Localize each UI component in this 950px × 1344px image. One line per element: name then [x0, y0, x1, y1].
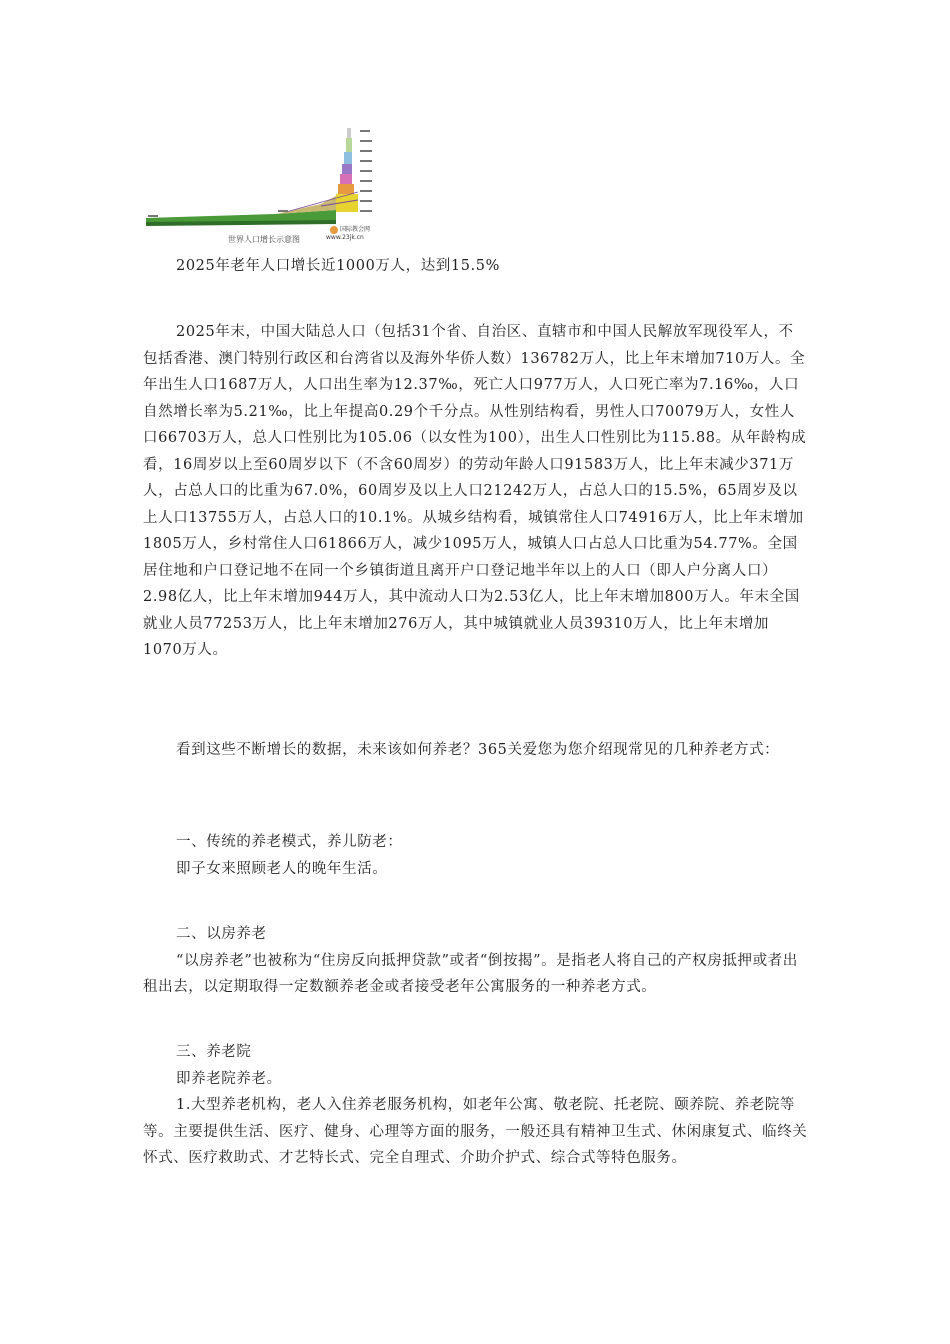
population-growth-figure — [146, 126, 391, 248]
section3-item1: 1.大型养老机构，老人入住养老服务机构，如老年公寓、敬老院、托老院、颐养院、养老院等等。主要提供生活、医疗、健身、心理等方面的服务，一般还具有精神卫生式、休闲康复式、临终关怀式、医疗救助式、才艺特长式、完全自理式、介助介护式、综合式等特色服务。 — [143, 1097, 808, 1166]
section3-intro: 即养老院养老。 — [176, 1070, 282, 1087]
headline-text: 2025年老年人口增长近1000万人，达到15.5% — [176, 258, 500, 274]
diagram-band-lightgreen — [346, 138, 352, 152]
diagram-band-blue — [344, 152, 352, 164]
section2-heading: 二、以房养老 — [176, 926, 267, 942]
section-traditional — [143, 829, 808, 882]
section1-heading: 一、传统的养老模式，养儿防老： — [176, 834, 403, 850]
headline — [143, 253, 808, 280]
section-house-pension — [143, 921, 808, 1001]
diagram-band-purple — [342, 164, 352, 174]
intro-text: 看到这些不断增长的数据，未来该如何养老？365关爱您为您介绍现常见的几种养老方式： — [176, 742, 780, 758]
diagram-band-pink — [340, 174, 352, 184]
section2-body: “以房养老”也被称为“住房反向抵押贷款”或者“倒按揭”。是指老人将自己的产权房抵押或者出租出去，以定期取得一定数额养老金或者接受老年公寓服务的一种养老方式。 — [143, 952, 798, 995]
section-nursing-home — [143, 1039, 808, 1172]
statistics-paragraph — [143, 319, 808, 664]
figure-logo-url: www.23jk.cn — [326, 234, 364, 241]
diagram-band-top — [347, 128, 351, 138]
section1-body: 即子女来照顾老人的晚年生活。 — [176, 860, 388, 877]
figure-logo — [326, 226, 370, 242]
statistics-text: 2025年末，中国大陆总人口（包括31个省、自治区、直辖市和中国人民解放军现役军人，不包括香港、澳门特别行政区和台湾省以及海外华侨人数）136782万人，比上年末增加710万人。全年出生人口1687万人，人口出生率为12.37‰，死亡人口977万人，人口死亡率为7.16‰，人口自然增长率为5.21‰，比上年提高0.29个千分点。从性别结构看，男性人口70079万人，女性人口66703万人，总人口性别比为105.06（以女性为100），出生人口性别比为115.88。从年龄构成看，16周岁以上至60周岁以下（不含60周岁）的劳动年龄人口91583万人，比上年末减少371万人，占总人口的比重为67.0%，60周岁及以上人口21242万人，占总人口的15.5%，65周岁及以上人口13755万人，占总人口的10.1%。从城乡结构看，城镇常住人口74916万人，比上年末增加1805万人，乡村常住人口61866万人，减少1095万人，城镇人口占总人口比重为54.77%。全国居住地和户口登记地不在同一个乡镇街道且离开户口登记地半年以上的人口（即人户分离人口）2.98亿人，比上年末增加944万人，其中流动人口为2.53亿人，比上年末增加800万人。年末全国就业人员77253万人，比上年末增加276万人，其中城镇就业人员39310万人，比上年末增加1070万人。 — [143, 324, 807, 658]
section3-heading: 三、养老院 — [176, 1044, 252, 1060]
figure-logo-text: 国际教会网 — [340, 226, 371, 233]
diagram-band-orange — [338, 184, 354, 194]
intro-paragraph — [143, 737, 808, 764]
figure-caption: 世界人口增长示意图 — [228, 235, 300, 244]
